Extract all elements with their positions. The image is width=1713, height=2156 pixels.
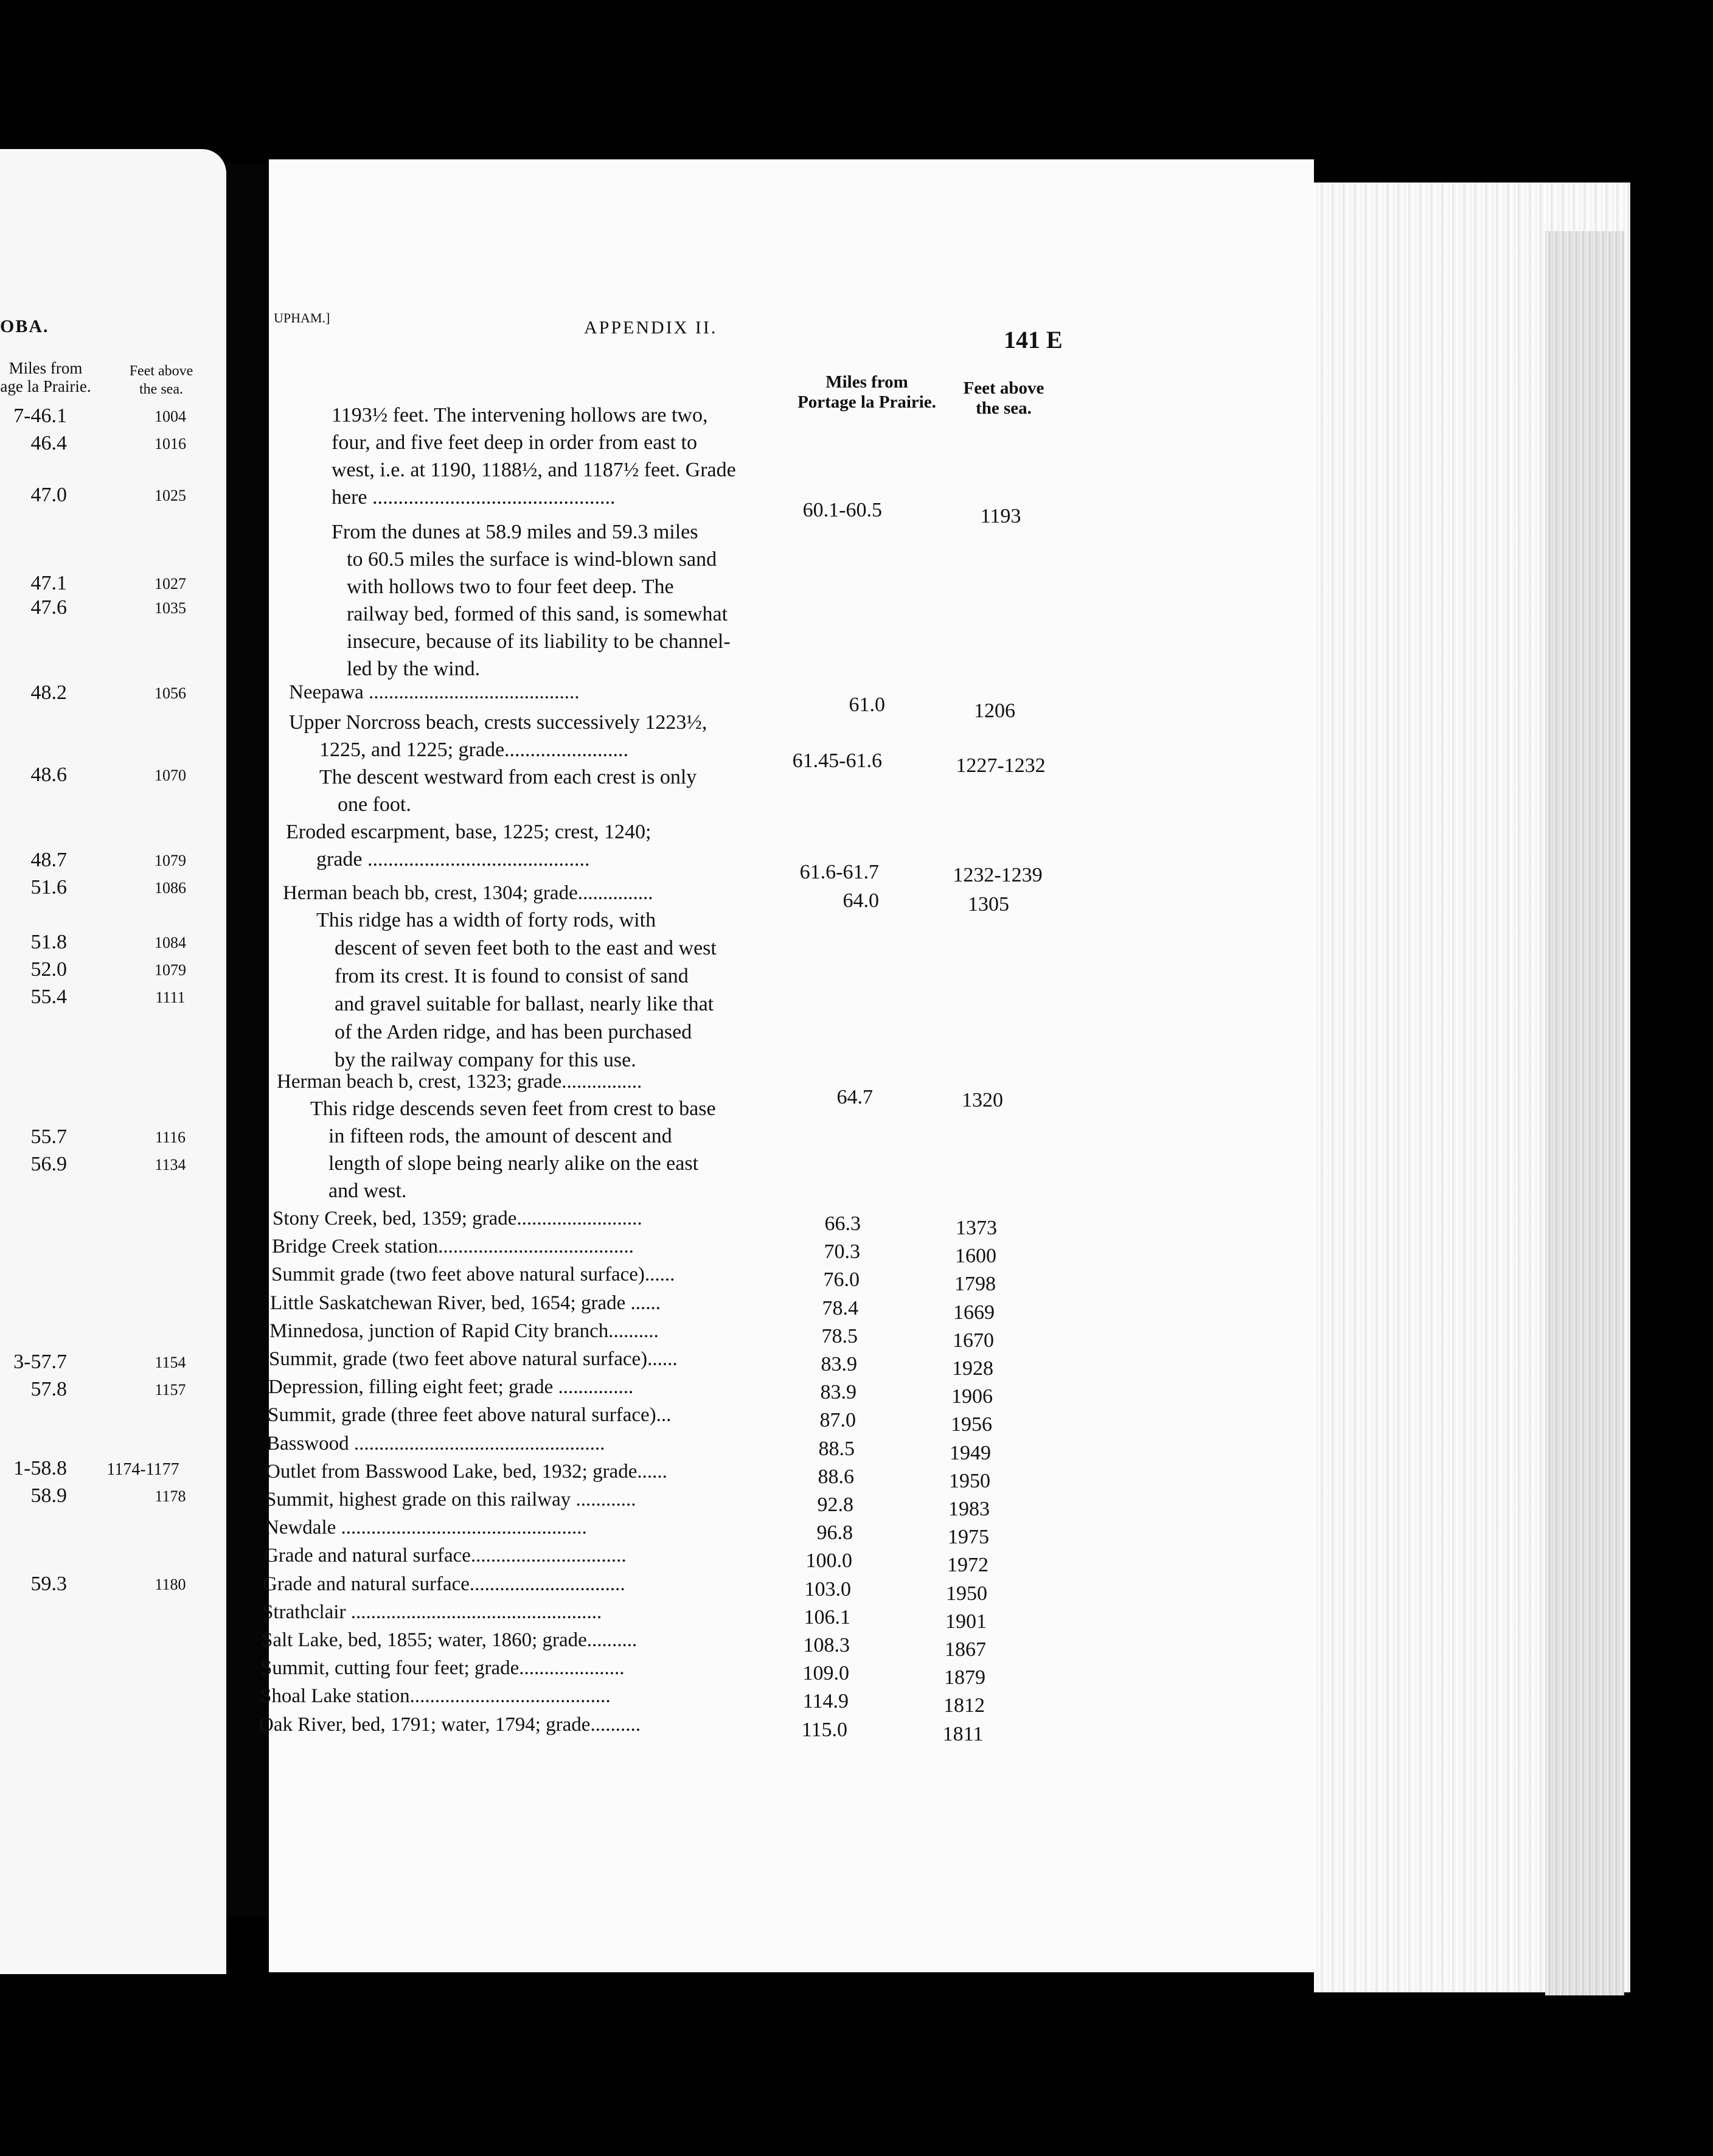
- station-row-label: Minnedosa, junction of Rapid City branch..........: [269, 1320, 659, 1342]
- left-row-miles: 48.7: [30, 849, 67, 871]
- book-spine: [226, 164, 269, 1916]
- left-row-miles: 1-58.8: [13, 1457, 67, 1480]
- eroded-miles: 61.6-61.7: [799, 861, 879, 883]
- station-row-feet: 1600: [955, 1245, 996, 1268]
- entry-line: 1225, and 1225; grade........................: [319, 739, 629, 761]
- left-page-title: OBA.: [0, 316, 49, 336]
- left-row-miles: 48.2: [30, 681, 67, 704]
- station-row-label: Bridge Creek station.......................................: [272, 1236, 634, 1258]
- station-row-miles: 87.0: [819, 1409, 856, 1432]
- left-row-miles: 56.9: [30, 1153, 67, 1175]
- left-miles-header-line2: age la Prairie.: [0, 377, 91, 395]
- left-row-feet: 1116: [155, 1128, 186, 1146]
- note-line: led by the wind.: [347, 658, 481, 680]
- station-row-miles: 88.6: [818, 1465, 854, 1488]
- left-row-feet: 1035: [155, 599, 186, 617]
- norcross-feet: 1227-1232: [956, 754, 1046, 777]
- left-row-feet: 1084: [155, 934, 186, 951]
- station-row-miles: 88.5: [818, 1437, 855, 1460]
- left-row-feet: 1027: [155, 575, 186, 593]
- entry-norcross: [289, 709, 707, 763]
- station-row-feet: 1975: [948, 1526, 989, 1549]
- feet-header-line1: Feet above: [963, 378, 1044, 398]
- left-row-feet: 1056: [155, 684, 186, 702]
- entry-line: Upper Norcross beach, crests successively 1223½,: [289, 711, 707, 734]
- herman-b-miles: 64.7: [836, 1086, 873, 1108]
- station-row-feet: 1901: [945, 1610, 987, 1633]
- left-feet-header-line1: Feet above: [129, 363, 193, 379]
- note-line: of the Arden ridge, and has been purchased: [335, 1021, 692, 1043]
- left-row-miles: 51.8: [30, 931, 67, 953]
- left-row-feet: 1016: [155, 435, 186, 453]
- intro-line: here ...............................................: [332, 486, 616, 509]
- feet-column-header: [943, 378, 1065, 419]
- station-row-feet: 1928: [952, 1357, 993, 1380]
- note-line: with hollows two to four feet deep. The: [347, 576, 674, 598]
- left-row-miles: 46.4: [30, 432, 67, 454]
- note-line: one foot.: [338, 793, 411, 816]
- left-row-miles: 55.4: [30, 986, 67, 1008]
- left-miles-header-line1: Miles from: [9, 359, 83, 377]
- entry-line: Eroded escarpment, base, 1225; crest, 1240;: [286, 821, 651, 843]
- dunes-note: [332, 518, 731, 683]
- intro-line: four, and five feet deep in order from east to: [332, 431, 697, 454]
- norcross-miles: 61.45-61.6: [792, 749, 882, 772]
- station-row-feet: 1950: [946, 1582, 987, 1605]
- left-row-feet: 1157: [155, 1381, 186, 1399]
- neepawa-feet: 1206: [974, 700, 1015, 722]
- left-row-feet: 1004: [155, 408, 186, 425]
- norcross-note: [319, 763, 697, 818]
- left-row-miles: 58.9: [30, 1484, 67, 1507]
- note-line: from its crest. It is found to consist of sand: [335, 965, 689, 987]
- herman-bb-note: [316, 906, 717, 1074]
- station-row-miles: 92.8: [817, 1494, 853, 1516]
- station-row-miles: 83.9: [820, 1381, 856, 1404]
- station-row-label: Salt Lake, bed, 1855; water, 1860; grade..........: [262, 1629, 638, 1651]
- station-row-label: Newdale .................................................: [265, 1517, 587, 1539]
- station-row-miles: 106.1: [804, 1605, 850, 1629]
- herman-b-note: [310, 1095, 716, 1205]
- left-row-miles: 52.0: [30, 958, 67, 981]
- station-row-label: Oak River, bed, 1791; water, 1794; grade..........: [259, 1713, 641, 1736]
- left-row-miles: 59.3: [30, 1573, 67, 1595]
- left-feet-header: [122, 362, 201, 398]
- station-row-feet: 1956: [951, 1413, 992, 1436]
- entry-eroded-escarpment: [286, 818, 651, 873]
- miles-header-line1: Miles from: [825, 372, 908, 392]
- neepawa-miles: 61.0: [849, 694, 885, 716]
- left-row-miles: 47.1: [30, 572, 67, 594]
- station-row-label: Grade and natural surface...............................: [264, 1545, 627, 1567]
- station-row-label: Depression, filling eight feet; grade ...............: [268, 1376, 634, 1399]
- herman-bb-miles: 64.0: [843, 889, 879, 912]
- station-row-label: Outlet from Basswood Lake, bed, 1932; grade......: [266, 1460, 667, 1483]
- page-number: 141 E: [1004, 326, 1063, 353]
- station-row-miles: 76.0: [823, 1268, 860, 1292]
- left-row-feet: 1111: [155, 989, 186, 1006]
- note-line: This ridge has a width of forty rods, with: [316, 909, 656, 931]
- station-row-miles: 96.8: [816, 1521, 853, 1545]
- station-row-label: Basswood ..................................................: [266, 1432, 605, 1455]
- station-row-feet: 1972: [947, 1554, 989, 1577]
- note-line: by the railway company for this use.: [335, 1049, 636, 1071]
- left-row-feet: 1086: [155, 879, 186, 897]
- station-row-miles: 70.3: [824, 1240, 860, 1264]
- station-row-feet: 1811: [942, 1722, 984, 1745]
- station-row-feet: 1798: [954, 1273, 996, 1296]
- note-line: This ridge descends seven feet from crest to base: [310, 1097, 716, 1120]
- station-row-miles: 66.3: [824, 1212, 861, 1235]
- left-row-feet: 1070: [155, 767, 186, 784]
- station-row-label: Stony Creek, bed, 1359; grade.........................: [273, 1208, 642, 1229]
- station-row-label: Summit, cutting four feet; grade.....................: [261, 1657, 625, 1680]
- entry-herman-b: Herman beach b, crest, 1323; grade................: [277, 1071, 642, 1093]
- station-row-label: Grade and natural surface...............................: [263, 1573, 625, 1595]
- station-row-miles: 115.0: [801, 1718, 847, 1741]
- left-row-feet: 1134: [155, 1156, 186, 1174]
- entry-herman-bb: Herman beach bb, crest, 1304; grade...............: [283, 882, 653, 904]
- note-line: to 60.5 miles the surface is wind-blown sand: [347, 548, 717, 571]
- left-row-feet: 1178: [155, 1487, 186, 1505]
- running-head-bracket: UPHAM.]: [274, 310, 330, 325]
- station-row-miles: 109.0: [802, 1662, 849, 1685]
- station-row-miles: 83.9: [821, 1353, 857, 1375]
- note-line: descent of seven feet both to the east and west: [335, 937, 717, 959]
- page-edges-shadow: [1545, 231, 1624, 1995]
- station-row-feet: 1867: [945, 1638, 986, 1661]
- left-row-feet: 1180: [155, 1576, 186, 1593]
- left-row-miles: 47.0: [30, 484, 67, 506]
- left-row-miles: 57.8: [30, 1378, 67, 1400]
- station-row-feet: 1950: [949, 1469, 990, 1492]
- note-line: and west.: [328, 1180, 407, 1202]
- left-feet-header-line2: the sea.: [139, 381, 183, 397]
- station-row-label: Summit, highest grade on this railway ............: [265, 1489, 636, 1511]
- station-row-feet: 1669: [953, 1301, 995, 1324]
- left-row-miles: 48.6: [30, 763, 67, 786]
- station-row-label: Summit, grade (two feet above natural surface)......: [269, 1348, 678, 1370]
- entry-neepawa: Neepawa ..........................................: [289, 681, 580, 703]
- station-row-label: Little Saskatchewan River, bed, 1654; grade ......: [270, 1292, 661, 1314]
- miles-header-line2: Portage la Prairie.: [797, 392, 936, 412]
- intro-paragraph: [332, 402, 736, 511]
- station-row-miles: 100.0: [805, 1549, 852, 1573]
- station-row-miles: 108.3: [803, 1634, 850, 1657]
- left-row-feet: 1174-1177: [106, 1460, 179, 1479]
- note-line: From the dunes at 58.9 miles and 59.3 miles: [332, 521, 698, 543]
- station-row-miles: 78.5: [821, 1324, 858, 1348]
- left-row-feet: 1025: [155, 487, 186, 504]
- left-row-miles: 7-46.1: [13, 405, 67, 427]
- intro-miles: 60.1-60.5: [802, 499, 882, 521]
- station-row-label: Strathclair ..................................................: [262, 1601, 602, 1623]
- left-row-feet: 1154: [155, 1354, 186, 1371]
- station-row-miles: 114.9: [802, 1690, 849, 1713]
- station-row-label: Shoal Lake station........................................: [260, 1685, 611, 1708]
- station-row-feet: 1983: [948, 1498, 990, 1520]
- station-row-label: Summit grade (two feet above natural surface)......: [271, 1264, 675, 1286]
- station-row-feet: 1906: [951, 1385, 993, 1408]
- left-row-miles: 55.7: [30, 1125, 67, 1148]
- note-line: in fifteen rods, the amount of descent and: [328, 1125, 672, 1147]
- left-row-miles: 47.6: [30, 596, 67, 619]
- station-row-feet: 1670: [953, 1329, 994, 1352]
- station-row-miles: 103.0: [804, 1577, 851, 1601]
- note-line: and gravel suitable for ballast, nearly like that: [335, 993, 714, 1015]
- note-line: length of slope being nearly alike on the east: [328, 1152, 699, 1175]
- intro-line: west, i.e. at 1190, 1188½, and 1187½ feet. Grade: [332, 459, 736, 481]
- station-row-label: Summit, grade (three feet above natural surface)...: [268, 1404, 672, 1427]
- intro-line: 1193½ feet. The intervening hollows are two,: [332, 404, 708, 426]
- herman-bb-feet: 1305: [968, 893, 1009, 916]
- station-row-miles: 78.4: [822, 1296, 858, 1320]
- left-miles-header: [0, 359, 91, 395]
- eroded-feet: 1232-1239: [953, 864, 1043, 886]
- entry-line: grade ...........................................: [316, 848, 590, 871]
- intro-feet: 1193: [980, 505, 1021, 527]
- station-row-feet: 1949: [950, 1441, 991, 1464]
- feet-header-line2: the sea.: [976, 398, 1032, 418]
- station-row-feet: 1812: [943, 1694, 985, 1717]
- miles-column-header: [779, 372, 955, 412]
- left-row-feet: 1079: [155, 852, 186, 869]
- herman-b-feet: 1320: [962, 1089, 1003, 1111]
- running-head: APPENDIX II.: [584, 318, 718, 338]
- left-row-miles: 51.6: [30, 876, 67, 899]
- note-line: insecure, because of its liability to be channel-: [347, 630, 731, 653]
- left-row-miles: 3-57.7: [13, 1351, 67, 1373]
- station-row-feet: 1373: [956, 1217, 997, 1239]
- note-line: railway bed, formed of this sand, is somewhat: [347, 603, 728, 625]
- station-row-feet: 1879: [944, 1666, 985, 1689]
- note-line: The descent westward from each crest is only: [319, 766, 697, 788]
- left-row-feet: 1079: [155, 961, 186, 979]
